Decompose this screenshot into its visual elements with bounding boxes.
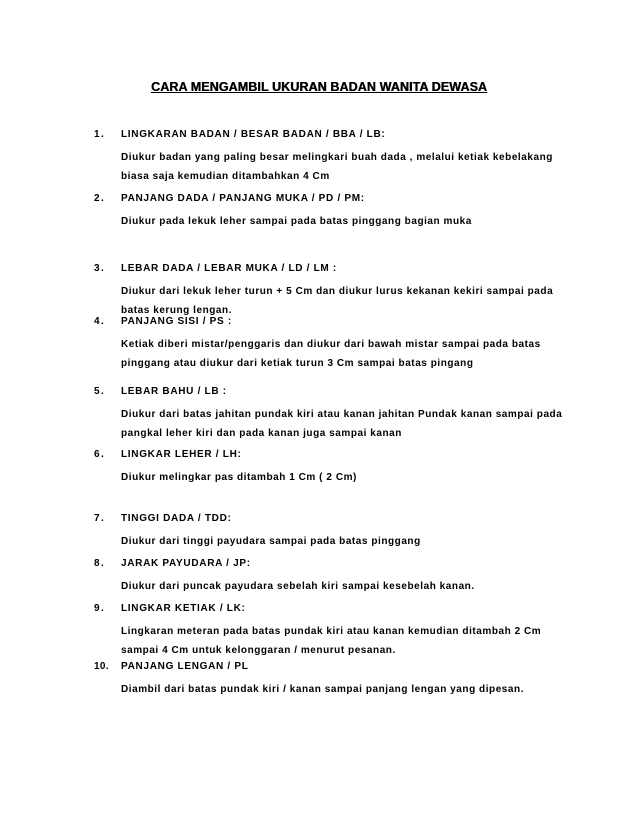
description-line: Diukur melingkar pas ditambah 1 Cm ( 2 Cm) [121,472,357,483]
item-heading: LINGKAR KETIAK / LK: [121,603,246,614]
item-description [121,577,571,596]
description-line: Diukur dari lekuk leher turun + 5 Cm dan diukur lurus kekanan kekiri sampai pada [121,286,554,297]
item-number: 1. [94,129,106,140]
item-heading: LINGKAR LEHER / LH: [121,449,242,460]
description-line: Diukur dari tinggi payudara sampai pada batas pinggang [121,536,421,547]
item-description [121,282,571,320]
item-description [121,212,571,231]
item-heading: PANJANG LENGAN / PL [121,661,249,672]
item-heading: PANJANG DADA / PANJANG MUKA / PD / PM: [121,193,365,204]
item-number: 9. [94,603,106,614]
item-heading: LEBAR BAHU / LB : [121,386,227,397]
item-heading: PANJANG SISI / PS : [121,316,232,327]
item-heading: LINGKARAN BADAN / BESAR BADAN / BBA / LB: [121,129,386,140]
item-description [121,468,571,487]
item-number: 6. [94,449,106,460]
description-line: Diukur dari puncak payudara sebelah kiri sampai kesebelah kanan. [121,581,475,592]
item-number: 4. [94,316,106,327]
item-number: 10. [94,661,109,672]
item-description [121,335,571,373]
item-heading: TINGGI DADA / TDD: [121,513,232,524]
item-description [121,532,571,551]
item-number: 3. [94,263,106,274]
description-line: Ketiak diberi mistar/penggaris dan diukur dari bawah mistar sampai pada batas [121,339,541,350]
description-line: Lingkaran meteran pada batas pundak kiri atau kanan kemudian ditambah 2 Cm [121,626,542,637]
description-line: sampai 4 Cm untuk kelonggaran / menurut pesanan. [121,645,396,656]
item-number: 2. [94,193,106,204]
item-description [121,148,571,186]
description-line: Diukur dari batas jahitan pundak kiri atau kanan jahitan Pundak kanan sampai pada [121,409,563,420]
item-number: 5. [94,386,106,397]
document-title: CARA MENGAMBIL UKURAN BADAN WANITA DEWASA [150,80,488,94]
item-description [121,622,571,660]
item-heading: LEBAR DADA / LEBAR MUKA / LD / LM : [121,263,337,274]
item-number: 8. [94,558,106,569]
description-line: Diambil dari batas pundak kiri / kanan sampai panjang lengan yang dipesan. [121,684,525,695]
description-line: batas kerung lengan. [121,305,233,316]
item-description [121,680,571,699]
item-number: 7. [94,513,106,524]
item-heading: JARAK PAYUDARA / JP: [121,558,251,569]
description-line: pangkal leher kiri dan pada kanan juga sampai kanan [121,428,402,439]
item-description [121,405,571,443]
description-line: pinggang atau diukur dari ketiak turun 3 Cm sampai batas pingang [121,358,474,369]
description-line: biasa saja kemudian ditambahkan 4 Cm [121,171,330,182]
description-line: Diukur badan yang paling besar melingkari buah dada , melalui ketiak kebelakang [121,152,553,163]
description-line: Diukur pada lekuk leher sampai pada batas pinggang bagian muka [121,216,472,227]
